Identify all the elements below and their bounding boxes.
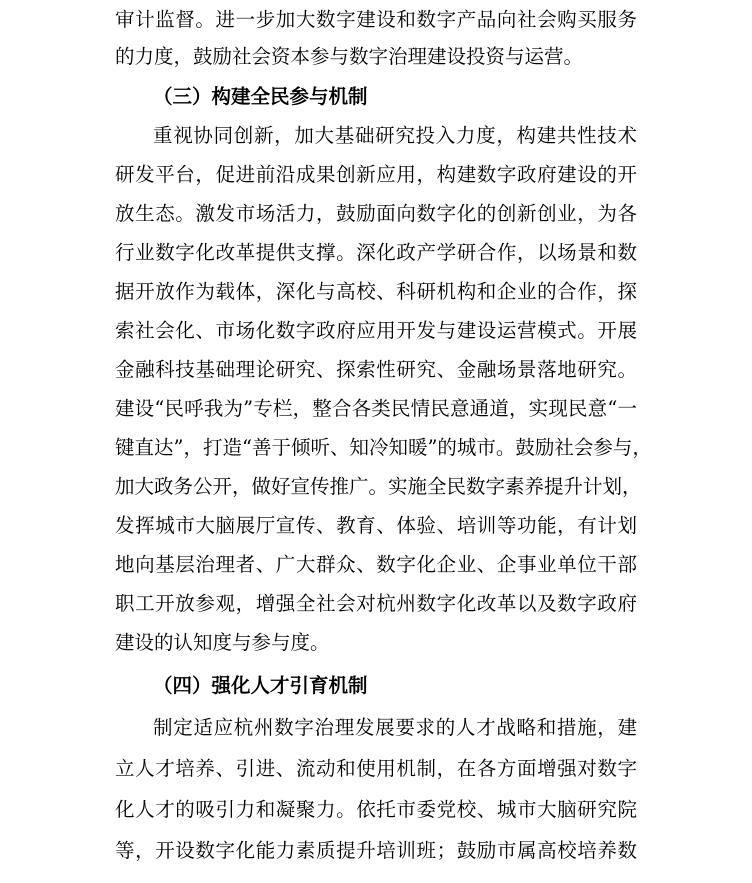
body-line: 建设的认知度与参与度。: [115, 631, 330, 654]
body-line: 建设“民呼我为”专栏，整合各类民情民意通道，实现民意“一: [115, 397, 637, 420]
body-line: 化人才的吸引力和凝聚力。依托市委党校、城市大脑研究院: [115, 798, 637, 821]
section-heading-3: （三）构建全民参与机制: [153, 85, 368, 108]
body-line: 金融科技基础理论研究、探索性研究、金融场景落地研究。: [115, 358, 637, 381]
body-line: 发挥城市大脑展厅宣传、教育、体验、培训等功能，有计划: [115, 514, 637, 537]
body-line: 索社会化、市场化数字政府应用开发与建设运营模式。开展: [115, 319, 637, 342]
body-line: 制定适应杭州数字治理发展要求的人才战略和措施，建: [153, 716, 637, 739]
body-line: 的力度，鼓励社会资本参与数字治理建设投资与运营。: [115, 45, 584, 68]
body-line: 审计监督。进一步加大数字建设和数字产品向社会购买服务: [115, 8, 637, 31]
body-line: 据开放作为载体，深化与高校、科研机构和企业的合作，探: [115, 280, 637, 303]
body-line: 键直达”，打造“善于倾听、知冷知暖”的城市。鼓励社会参与，: [115, 436, 652, 459]
body-line: 加大政务公开，做好宣传推广。实施全民数字素养提升计划，: [115, 475, 642, 498]
body-line: 重视协同创新，加大基础研究投入力度，构建共性技术: [153, 124, 637, 147]
body-line: 放生态。激发市场活力，鼓励面向数字化的创新创业，为各: [115, 202, 637, 225]
body-line: 地向基层治理者、广大群众、数字化企业、企事业单位干部: [115, 553, 637, 576]
body-line: 立人才培养、引进、流动和使用机制，在各方面增强对数字: [115, 757, 637, 780]
body-line: 研发平台，促进前沿成果创新应用，构建数字政府建设的开: [115, 163, 637, 186]
body-line: 等，开设数字化能力素质提升培训班；鼓励市属高校培养数: [115, 839, 637, 862]
body-line: 职工开放参观，增强全社会对杭州数字化改革以及数字政府: [115, 592, 637, 615]
body-line: 行业数字化改革提供支撑。深化政产学研合作，以场景和数: [115, 241, 637, 264]
section-heading-4: （四）强化人才引育机制: [153, 674, 368, 697]
